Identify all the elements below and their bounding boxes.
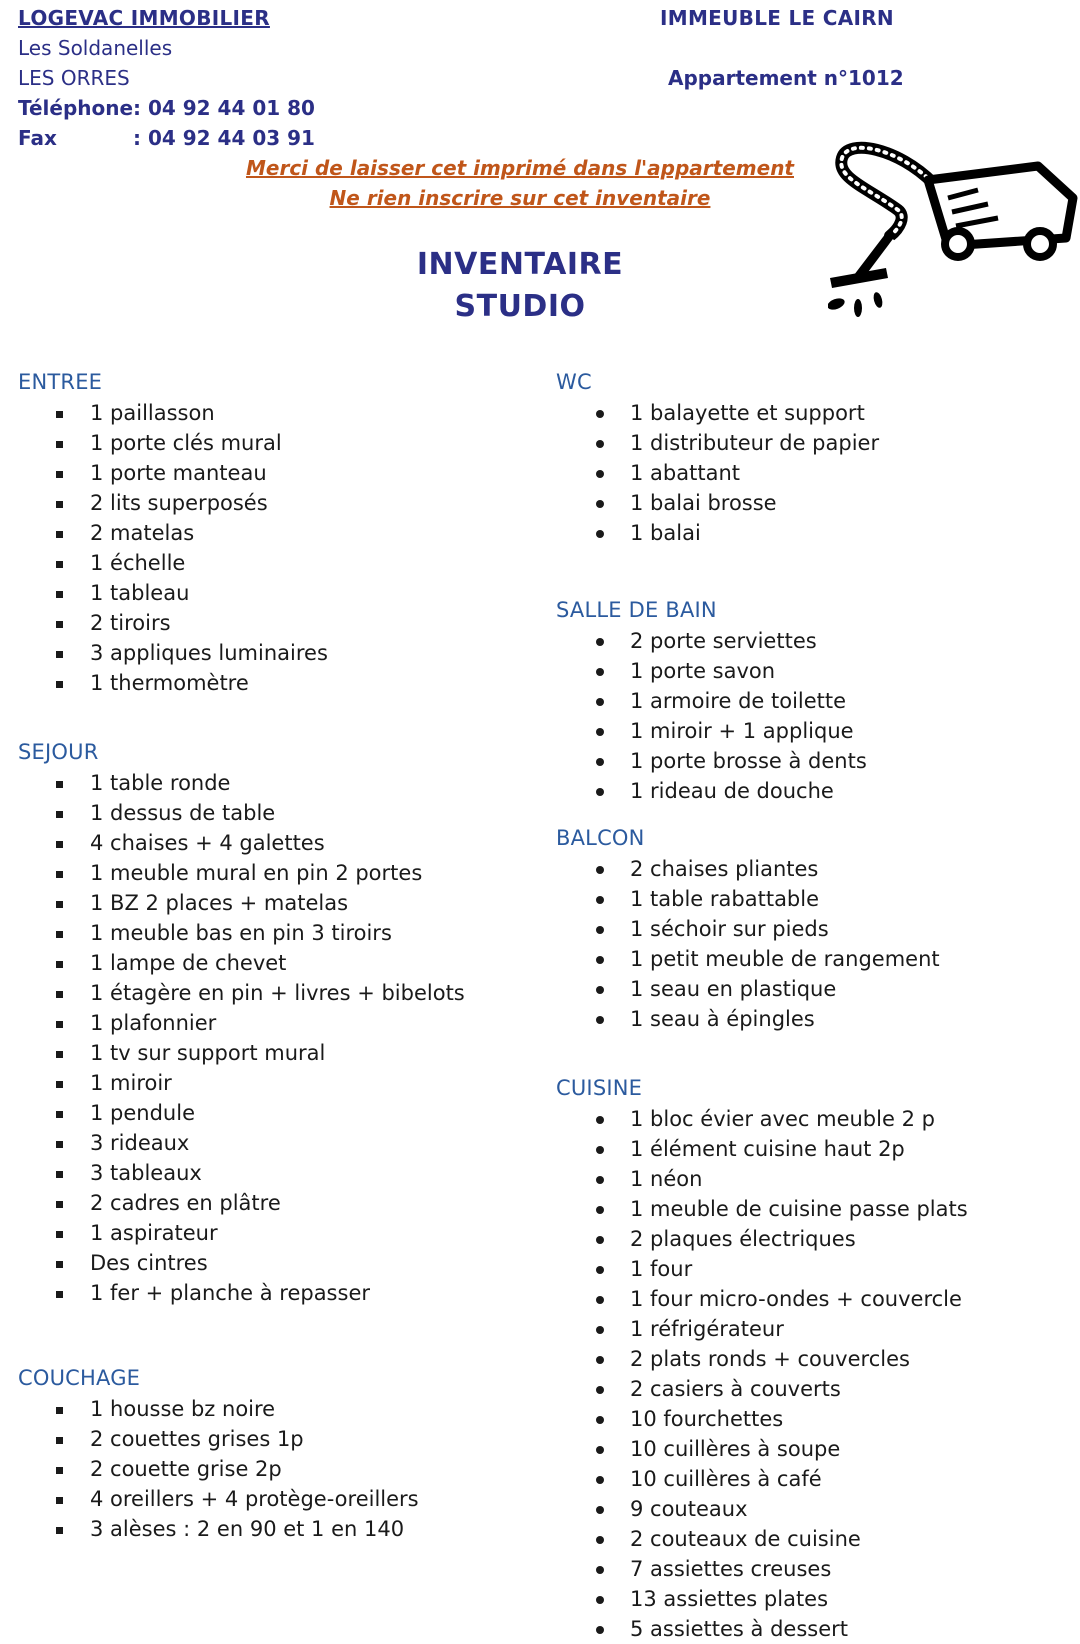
bullet-icon <box>596 1506 604 1514</box>
list-item <box>90 518 328 548</box>
list-item-text: 1 meuble bas en pin 3 tiroirs <box>90 921 392 945</box>
list-item <box>630 1464 968 1494</box>
bullet-icon <box>56 1141 63 1148</box>
list-item <box>630 1344 968 1374</box>
bullet-icon <box>56 1111 63 1118</box>
list-item <box>90 1098 465 1128</box>
vacuum-cleaner-icon <box>828 128 1078 328</box>
bullet-icon <box>596 728 604 736</box>
list-item-text: 5 assiettes à dessert <box>630 1617 849 1641</box>
list-item-text: 1 pendule <box>90 1101 195 1125</box>
list-item-text: 4 chaises + 4 galettes <box>90 831 325 855</box>
list-item-text: 1 balai brosse <box>630 491 777 515</box>
list-item-text: 1 table rabattable <box>630 887 820 911</box>
bullet-icon <box>596 410 604 418</box>
list-item <box>630 854 940 884</box>
list-item-text: 1 réfrigérateur <box>630 1317 784 1341</box>
bullet-icon <box>56 531 63 538</box>
list-item-text: 1 abattant <box>630 461 740 485</box>
list-item <box>630 656 867 686</box>
list-item-text: 1 échelle <box>90 551 186 575</box>
list-item-text: 1 rideau de douche <box>630 779 834 803</box>
list-item-text: 1 seau à épingles <box>630 1007 815 1031</box>
building-name: IMMEUBLE LE CAIRN <box>660 6 894 30</box>
list-item-text: 1 seau en plastique <box>630 977 837 1001</box>
list-item-text: 3 tableaux <box>90 1161 202 1185</box>
list-item-text: 13 assiettes plates <box>630 1587 829 1611</box>
list-wc <box>630 398 879 548</box>
bullet-icon <box>596 788 604 796</box>
bullet-icon <box>596 530 604 538</box>
list-item <box>630 1554 968 1584</box>
bullet-icon <box>56 1467 63 1474</box>
list-item <box>630 1104 968 1134</box>
bullet-icon <box>596 1016 604 1024</box>
list-item-text: 1 dessus de table <box>90 801 276 825</box>
list-cuisine <box>630 1104 968 1644</box>
bullet-icon <box>596 758 604 766</box>
bullet-icon <box>596 698 604 706</box>
bullet-icon <box>56 1051 63 1058</box>
bullet-icon <box>56 411 63 418</box>
list-item <box>630 1584 968 1614</box>
fax-label: Fax <box>18 126 57 150</box>
list-item-text: 1 étagère en pin + livres + bibelots <box>90 981 465 1005</box>
list-item <box>90 548 328 578</box>
list-item-text: 9 couteaux <box>630 1497 748 1521</box>
section-title-entree: ENTREE <box>18 370 103 394</box>
bullet-icon <box>56 681 63 688</box>
list-item-text: 2 couteaux de cuisine <box>630 1527 861 1551</box>
list-item <box>90 608 328 638</box>
list-item-text: 1 armoire de toilette <box>630 689 847 713</box>
notice-line-1: Merci de laisser cet imprimé dans l'appartement <box>245 156 794 180</box>
address-line-1: Les Soldanelles <box>18 36 173 60</box>
list-item <box>630 1494 968 1524</box>
list-item <box>90 668 328 698</box>
list-item <box>90 428 328 458</box>
bullet-icon <box>596 440 604 448</box>
bullet-icon <box>56 591 63 598</box>
list-item-text: 1 bloc évier avec meuble 2 p <box>630 1107 935 1131</box>
address-line-2: LES ORRES <box>18 66 130 90</box>
list-item-text: 2 plats ronds + couvercles <box>630 1347 910 1371</box>
list-item <box>630 1314 968 1344</box>
bullet-icon <box>596 1296 604 1304</box>
section-title-sejour: SEJOUR <box>18 740 99 764</box>
bullet-icon <box>56 1231 63 1238</box>
list-item-text: 2 cadres en plâtre <box>90 1191 281 1215</box>
list-item-text: 1 fer + planche à repasser <box>90 1281 370 1305</box>
list-item <box>90 1038 465 1068</box>
list-item <box>90 768 465 798</box>
list-item <box>90 1278 465 1308</box>
list-item <box>630 626 867 656</box>
list-item <box>90 1424 419 1454</box>
section-title-salle-de-bain: SALLE DE BAIN <box>556 598 717 622</box>
list-item <box>90 578 328 608</box>
list-item <box>90 1128 465 1158</box>
bullet-icon <box>56 621 63 628</box>
list-item-text: 1 four <box>630 1257 693 1281</box>
list-item-text: 1 porte manteau <box>90 461 267 485</box>
section-title-couchage: COUCHAGE <box>18 1366 141 1390</box>
bullet-icon <box>596 1206 604 1214</box>
list-item-text: 1 élément cuisine haut 2p <box>630 1137 905 1161</box>
list-item-text: 1 tv sur support mural <box>90 1041 326 1065</box>
list-balcon <box>630 854 940 1034</box>
list-item <box>630 518 879 548</box>
list-entree <box>90 398 328 698</box>
bullet-icon <box>596 1326 604 1334</box>
phone-label: Téléphone <box>18 96 134 120</box>
fax-line <box>18 126 315 150</box>
list-item <box>630 716 867 746</box>
bullet-icon <box>56 1021 63 1028</box>
list-item-text: 4 oreillers + 4 protège-oreillers <box>90 1487 419 1511</box>
list-item-text: 3 rideaux <box>90 1131 190 1155</box>
list-item <box>630 1004 940 1034</box>
list-item <box>90 458 328 488</box>
list-item-text: 10 cuillères à soupe <box>630 1437 841 1461</box>
list-salle-de-bain <box>630 626 867 806</box>
list-item-text: 2 couettes grises 1p <box>90 1427 304 1451</box>
list-item <box>630 686 867 716</box>
bullet-icon <box>56 1201 63 1208</box>
list-item-text: 10 fourchettes <box>630 1407 784 1431</box>
list-couchage <box>90 1394 419 1544</box>
list-item <box>630 1254 968 1284</box>
list-item <box>90 1218 465 1248</box>
list-item <box>90 488 328 518</box>
bullet-icon <box>596 1416 604 1424</box>
list-item <box>90 828 465 858</box>
bullet-icon <box>596 638 604 646</box>
notice-line-2: Ne rien inscrire sur cet inventaire <box>329 186 711 210</box>
list-item <box>630 776 867 806</box>
agency-name: LOGEVAC IMMOBILIER <box>18 6 270 30</box>
list-item <box>90 1188 465 1218</box>
bullet-icon <box>596 986 604 994</box>
section-title-wc: WC <box>556 370 592 394</box>
bullet-icon <box>596 1236 604 1244</box>
list-item <box>630 1164 968 1194</box>
list-item-text: 1 paillasson <box>90 401 215 425</box>
bullet-icon <box>56 651 63 658</box>
list-item-text: 2 lits superposés <box>90 491 268 515</box>
list-item <box>630 1194 968 1224</box>
bullet-icon <box>56 811 63 818</box>
list-item <box>630 488 879 518</box>
bullet-icon <box>596 1596 604 1604</box>
list-item <box>90 858 465 888</box>
bullet-icon <box>596 1626 604 1634</box>
list-item <box>630 914 940 944</box>
list-item <box>90 1008 465 1038</box>
bullet-icon <box>596 1446 604 1454</box>
list-item-text: 2 matelas <box>90 521 195 545</box>
bullet-icon <box>56 931 63 938</box>
list-item-text: Des cintres <box>90 1251 208 1275</box>
phone-value: : 04 92 44 01 80 <box>133 96 315 120</box>
apartment-number: Appartement n°1012 <box>668 66 904 90</box>
bullet-icon <box>56 501 63 508</box>
list-item <box>630 428 879 458</box>
list-item-text: 1 housse bz noire <box>90 1397 276 1421</box>
list-item <box>630 458 879 488</box>
list-item <box>630 1134 968 1164</box>
list-item <box>90 1068 465 1098</box>
section-title-balcon: BALCON <box>556 826 645 850</box>
list-item-text: 1 balayette et support <box>630 401 865 425</box>
list-sejour <box>90 768 465 1308</box>
bullet-icon <box>596 926 604 934</box>
list-item-text: 1 BZ 2 places + matelas <box>90 891 349 915</box>
bullet-icon <box>56 471 63 478</box>
bullet-icon <box>56 781 63 788</box>
list-item-text: 1 miroir + 1 applique <box>630 719 854 743</box>
bullet-icon <box>56 1261 63 1268</box>
list-item-text: 1 balai <box>630 521 701 545</box>
list-item-text: 1 meuble de cuisine passe plats <box>630 1197 968 1221</box>
phone-line <box>18 96 315 120</box>
list-item-text: 1 table ronde <box>90 771 231 795</box>
list-item-text: 2 couette grise 2p <box>90 1457 282 1481</box>
bullet-icon <box>56 1437 63 1444</box>
document-title: INVENTAIRE <box>416 247 624 282</box>
list-item <box>90 1454 419 1484</box>
bullet-icon <box>596 1266 604 1274</box>
list-item-text: 1 miroir <box>90 1071 172 1095</box>
bullet-icon <box>596 1146 604 1154</box>
list-item <box>90 1394 419 1424</box>
bullet-icon <box>56 1407 63 1414</box>
list-item-text: 1 lampe de chevet <box>90 951 287 975</box>
list-item-text: 1 aspirateur <box>90 1221 218 1245</box>
list-item-text: 3 alèses : 2 en 90 et 1 en 140 <box>90 1517 405 1541</box>
bullet-icon <box>56 1291 63 1298</box>
list-item-text: 1 thermomètre <box>90 671 249 695</box>
list-item <box>90 638 328 668</box>
list-item-text: 2 plaques électriques <box>630 1227 856 1251</box>
list-item <box>630 1434 968 1464</box>
bullet-icon <box>596 1536 604 1544</box>
bullet-icon <box>56 1497 63 1504</box>
list-item <box>630 1614 968 1644</box>
list-item-text: 1 distributeur de papier <box>630 431 880 455</box>
list-item <box>630 746 867 776</box>
list-item <box>90 1484 419 1514</box>
list-item <box>630 1284 968 1314</box>
bullet-icon <box>596 1386 604 1394</box>
list-item <box>630 398 879 428</box>
list-item-text: 1 plafonnier <box>90 1011 217 1035</box>
list-item <box>630 1224 968 1254</box>
list-item <box>90 798 465 828</box>
bullet-icon <box>596 1116 604 1124</box>
bullet-icon <box>596 500 604 508</box>
list-item-text: 1 porte brosse à dents <box>630 749 867 773</box>
bullet-icon <box>56 991 63 998</box>
list-item <box>630 884 940 914</box>
list-item-text: 1 porte savon <box>630 659 776 683</box>
list-item <box>90 1514 419 1544</box>
list-item <box>90 1248 465 1278</box>
list-item-text: 1 petit meuble de rangement <box>630 947 940 971</box>
list-item <box>630 974 940 1004</box>
list-item-text: 10 cuillères à café <box>630 1467 822 1491</box>
list-item-text: 1 four micro-ondes + couvercle <box>630 1287 962 1311</box>
list-item-text: 7 assiettes creuses <box>630 1557 832 1581</box>
bullet-icon <box>56 1171 63 1178</box>
list-item <box>90 918 465 948</box>
bullet-icon <box>56 871 63 878</box>
list-item-text: 1 tableau <box>90 581 190 605</box>
list-item <box>90 398 328 428</box>
bullet-icon <box>56 1081 63 1088</box>
bullet-icon <box>56 901 63 908</box>
bullet-icon <box>596 1476 604 1484</box>
bullet-icon <box>56 561 63 568</box>
list-item-text: 2 casiers à couverts <box>630 1377 841 1401</box>
bullet-icon <box>596 1566 604 1574</box>
list-item-text: 1 néon <box>630 1167 703 1191</box>
list-item <box>90 978 465 1008</box>
bullet-icon <box>56 441 63 448</box>
bullet-icon <box>56 961 63 968</box>
list-item <box>630 1524 968 1554</box>
bullet-icon <box>596 1176 604 1184</box>
list-item-text: 2 porte serviettes <box>630 629 817 653</box>
list-item <box>630 1374 968 1404</box>
list-item-text: 1 séchoir sur pieds <box>630 917 829 941</box>
bullet-icon <box>56 1527 63 1534</box>
list-item <box>90 888 465 918</box>
bullet-icon <box>596 668 604 676</box>
section-title-cuisine: CUISINE <box>556 1076 643 1100</box>
document-subtitle: STUDIO <box>454 289 586 324</box>
list-item <box>90 1158 465 1188</box>
bullet-icon <box>56 841 63 848</box>
bullet-icon <box>596 470 604 478</box>
list-item-text: 2 chaises pliantes <box>630 857 819 881</box>
bullet-icon <box>596 866 604 874</box>
bullet-icon <box>596 896 604 904</box>
list-item <box>630 944 940 974</box>
bullet-icon <box>596 956 604 964</box>
list-item <box>90 948 465 978</box>
fax-value: : 04 92 44 03 91 <box>133 126 315 150</box>
list-item-text: 1 porte clés mural <box>90 431 282 455</box>
list-item-text: 3 appliques luminaires <box>90 641 328 665</box>
list-item-text: 1 meuble mural en pin 2 portes <box>90 861 423 885</box>
list-item <box>630 1404 968 1434</box>
bullet-icon <box>596 1356 604 1364</box>
list-item-text: 2 tiroirs <box>90 611 171 635</box>
